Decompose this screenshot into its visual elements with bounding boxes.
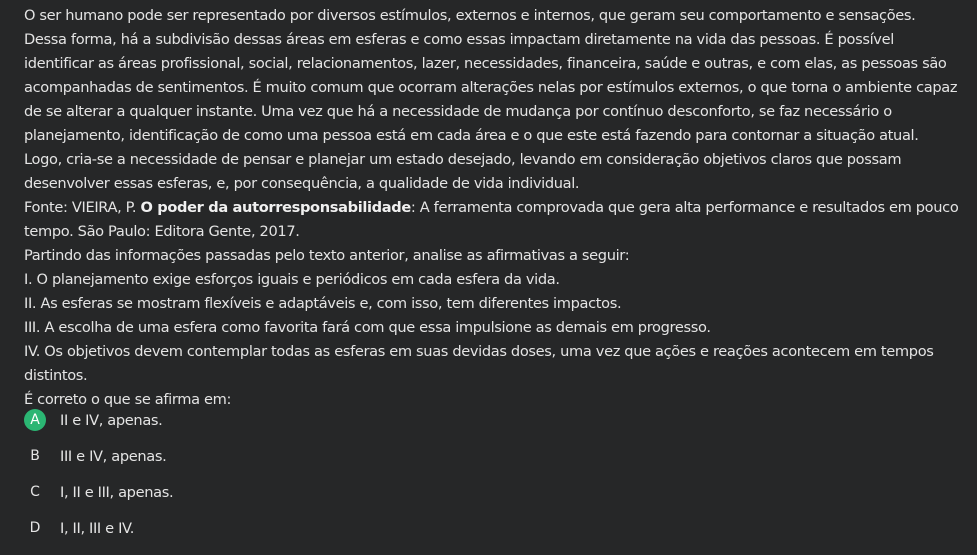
option-text-d: I, II, III e IV.	[60, 519, 135, 537]
option-d[interactable]	[24, 516, 524, 540]
option-letter-b: B	[30, 448, 40, 464]
question-prompt: É correto o que se afirma em:	[24, 391, 232, 408]
statement-2: II. As esferas se mostram flexíveis e adaptáveis e, com isso, tem diferentes impactos.	[24, 295, 622, 312]
source-suffix: : A ferramenta comprovada que gera alta performance e resultados em pouco tempo. São Paulo: Editora Gente, 2017.	[24, 199, 959, 240]
question-paragraph: O ser humano pode ser representado por diversos estímulos, externos e internos, que geram seu comportamento e sensações. Dessa forma, há a subdivisão dessas áreas em esferas e como essas impactam diretamente na vida das pessoas. É possível identificar as áreas profissional, social, relacionamentos, lazer, necessidades, financeira, saúde e outras, e com elas, as pessoas são acompanhadas de sentimentos. É muito comum que ocorram alterações nelas por estímulos externos, o que torna o ambiente capaz de se alterar a qualquer instante. Uma vez que há a necessidade de mudança por contínuo desconforto, se faz necessário o planejamento, identificação de como uma pessoa está em cada área e o que este está fazendo para contornar a situação atual. Logo, cria-se a necessidade de pensar e planejar um estado desejado, levando em consideração objetivos claros que possam desenvolver essas esferas, e, por consequência, a qualidade de vida individual.	[24, 7, 958, 192]
option-a[interactable]	[24, 408, 524, 432]
option-text-a: II e IV, apenas.	[60, 411, 163, 429]
option-letter-a: A	[24, 409, 46, 431]
option-b[interactable]	[24, 444, 524, 468]
option-text-b: III e IV, apenas.	[60, 447, 167, 465]
statement-4: IV. Os objetivos devem contemplar todas as esferas em suas devidas doses, uma vez que ações e reações acontecem em tempos distintos.	[24, 343, 934, 384]
option-letter-c: C	[30, 484, 40, 500]
source-citation	[24, 196, 960, 244]
source-title: O poder da autorresponsabilidade	[140, 199, 411, 216]
option-c[interactable]	[24, 480, 524, 504]
option-text-c: I, II e III, apenas.	[60, 483, 174, 501]
statement-3: III. A escolha de uma esfera como favorita fará com que essa impulsione as demais em progresso.	[24, 319, 711, 336]
question-body	[24, 4, 960, 412]
source-prefix: Fonte: VIEIRA, P.	[24, 199, 141, 216]
statement-1: I. O planejamento exige esforços iguais e periódicos em cada esfera da vida.	[24, 271, 560, 288]
option-letter-d: D	[29, 520, 41, 536]
answer-options	[24, 408, 524, 552]
question-instruction: Partindo das informações passadas pelo texto anterior, analise as afirmativas a seguir:	[24, 247, 630, 264]
